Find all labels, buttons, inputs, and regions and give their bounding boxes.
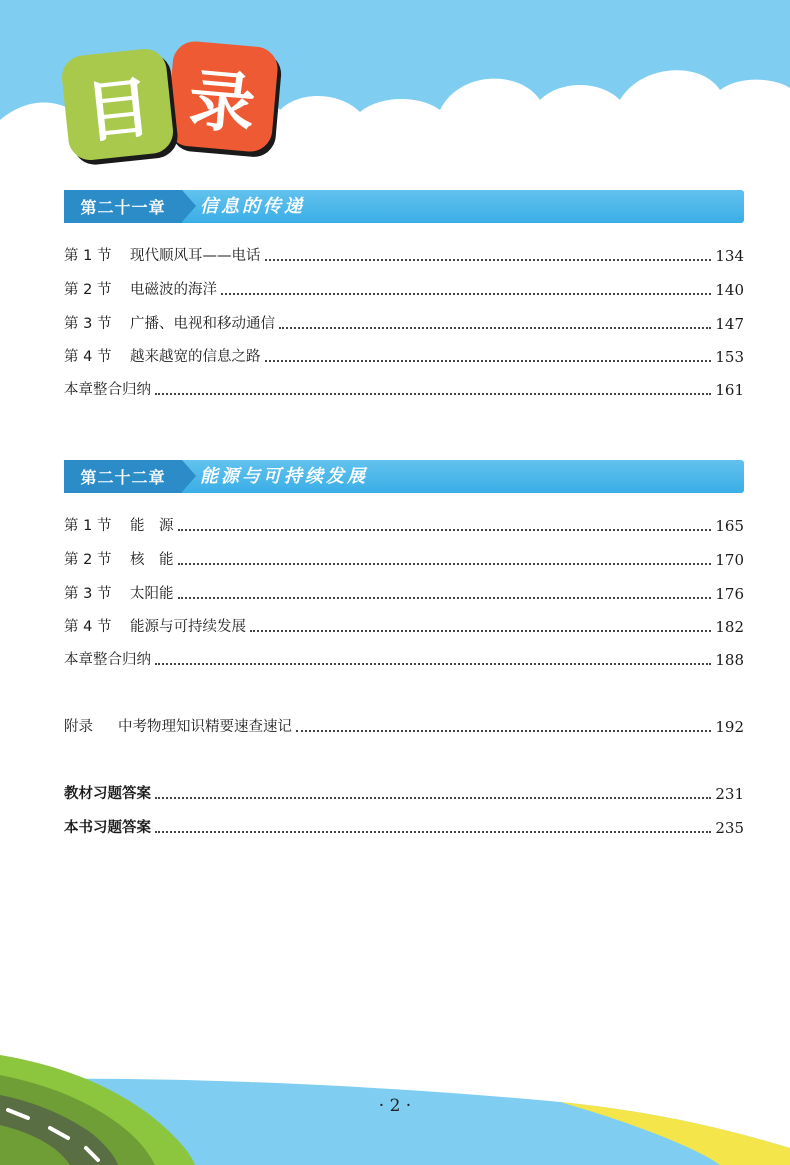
chapter-banner-21 bbox=[64, 190, 744, 223]
page-ref: 188 bbox=[715, 651, 744, 669]
toc-entry[interactable] bbox=[64, 310, 744, 334]
answers-label: 教材习题答案 bbox=[64, 786, 151, 802]
section-label: 第 3 节 bbox=[64, 316, 112, 332]
appendix-label: 附录 bbox=[64, 719, 93, 735]
page-ref: 231 bbox=[715, 785, 744, 803]
chapter-name: 能源与可持续发展 bbox=[200, 466, 368, 487]
section-label: 第 4 节 bbox=[64, 349, 112, 365]
leader-dots bbox=[155, 831, 711, 833]
page-ref: 147 bbox=[715, 315, 744, 333]
section-label: 第 4 节 bbox=[64, 619, 112, 635]
section-title: 越来越宽的信息之路 bbox=[130, 349, 261, 365]
leader-dots bbox=[265, 259, 712, 261]
section-title: 能 源 bbox=[130, 518, 174, 534]
page-ref: 165 bbox=[715, 517, 744, 535]
page-ref: 170 bbox=[715, 551, 744, 569]
page-ref: 134 bbox=[715, 247, 744, 265]
answers-label: 本书习题答案 bbox=[64, 820, 151, 836]
leader-dots bbox=[250, 630, 711, 632]
toc-entry[interactable] bbox=[64, 343, 744, 367]
section-label: 第 3 节 bbox=[64, 586, 112, 602]
summary-label: 本章整合归纳 bbox=[64, 382, 151, 398]
page-ref: 161 bbox=[715, 381, 744, 399]
appendix-title: 中考物理知识精要速查速记 bbox=[118, 719, 292, 735]
section-title: 广播、电视和移动通信 bbox=[130, 316, 275, 332]
leader-dots bbox=[155, 663, 711, 665]
summary-label: 本章整合归纳 bbox=[64, 652, 151, 668]
section-title: 核 能 bbox=[130, 552, 174, 568]
leader-dots bbox=[178, 529, 712, 531]
toc-entry-summary[interactable] bbox=[64, 646, 744, 670]
toc-entry[interactable] bbox=[64, 512, 744, 536]
section-label: 第 2 节 bbox=[64, 552, 112, 568]
section-title: 现代顺风耳——电话 bbox=[130, 248, 261, 264]
leader-dots bbox=[279, 327, 711, 329]
toc-entry[interactable] bbox=[64, 276, 744, 300]
section-title: 电磁波的海洋 bbox=[130, 282, 217, 298]
section-title: 能源与可持续发展 bbox=[130, 619, 246, 635]
toc-entry-answers[interactable] bbox=[64, 814, 744, 838]
chapter-number: 第二十一章 bbox=[64, 190, 182, 223]
section-label: 第 1 节 bbox=[64, 248, 112, 264]
toc-entry-summary[interactable] bbox=[64, 376, 744, 400]
toc-entry[interactable] bbox=[64, 546, 744, 570]
leader-dots bbox=[296, 730, 711, 732]
page-ref: 192 bbox=[715, 718, 744, 736]
page-ref: 140 bbox=[715, 281, 744, 299]
page-ref: 176 bbox=[715, 585, 744, 603]
toc-entry[interactable] bbox=[64, 580, 744, 604]
section-title: 太阳能 bbox=[130, 586, 174, 602]
chapter-banner-22 bbox=[64, 460, 744, 493]
chapter-name: 信息的传递 bbox=[200, 196, 305, 217]
toc-entry[interactable] bbox=[64, 613, 744, 637]
toc-entry-answers[interactable] bbox=[64, 780, 744, 804]
title-char-lu: 录 bbox=[166, 40, 280, 154]
page-ref: 235 bbox=[715, 819, 744, 837]
leader-dots bbox=[155, 393, 711, 395]
leader-dots bbox=[265, 360, 712, 362]
page-number: · 2 · bbox=[378, 1096, 412, 1116]
leader-dots bbox=[155, 797, 711, 799]
section-label: 第 1 节 bbox=[64, 518, 112, 534]
leader-dots bbox=[221, 293, 711, 295]
leader-dots bbox=[178, 597, 712, 599]
toc-entry[interactable] bbox=[64, 242, 744, 266]
section-label: 第 2 节 bbox=[64, 282, 112, 298]
leader-dots bbox=[178, 563, 712, 565]
page-ref: 182 bbox=[715, 618, 744, 636]
title-char-mu: 目 bbox=[60, 47, 175, 162]
toc-entry-appendix[interactable] bbox=[64, 713, 744, 737]
page-ref: 153 bbox=[715, 348, 744, 366]
chapter-number: 第二十二章 bbox=[64, 460, 182, 493]
